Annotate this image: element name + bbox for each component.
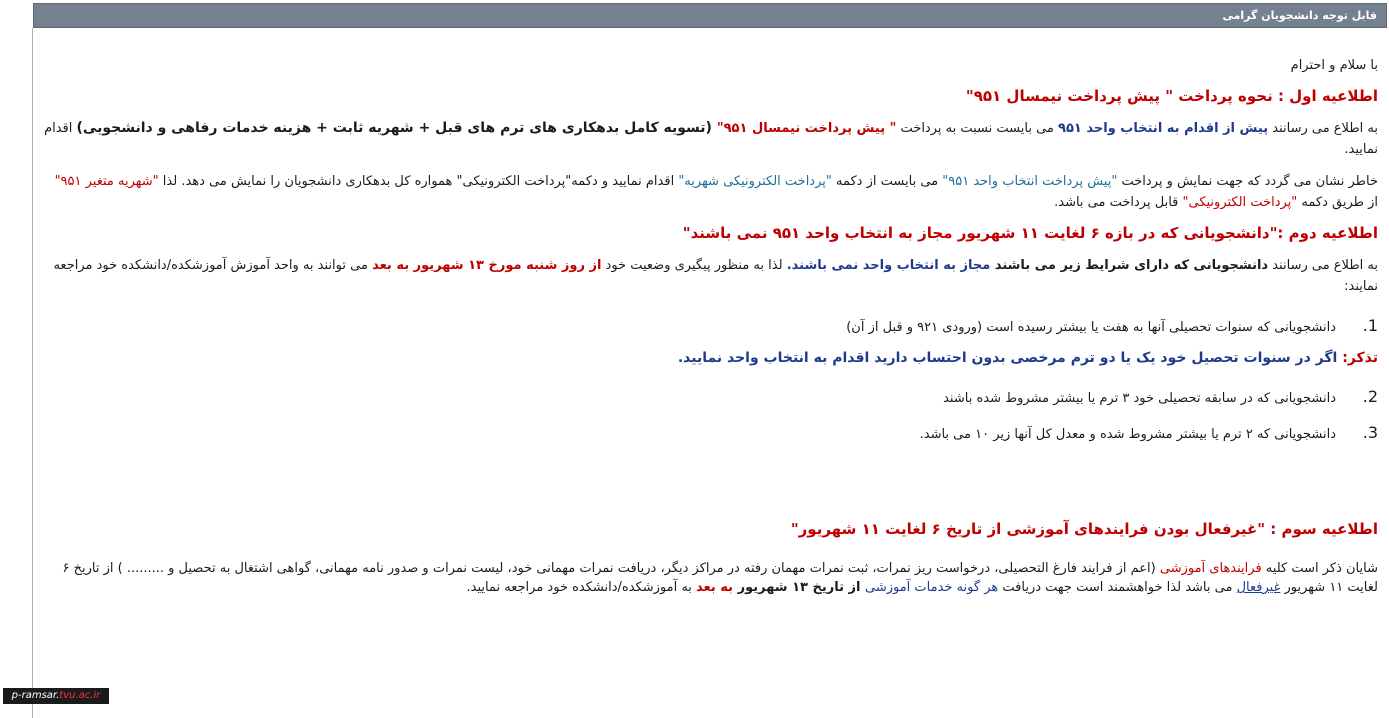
list-item-text: دانشجویانی که سنوات تحصیلی آنها به هفت یا بیشتر رسیده است (ورودی ۹۲۱ و قبل از آن) (846, 320, 1336, 335)
notice1-p2-i: قابل پرداخت می باشد. (1054, 195, 1183, 210)
notice3-p-f: هر گونه خدمات آموزشی (865, 580, 999, 595)
list-item-text: دانشجویانی که در سابقه تحصیلی خود ۳ ترم یا بیشتر مشروط شده باشند (943, 391, 1336, 406)
notice1-p2-h: "پرداخت الکترونیکی" (1182, 195, 1298, 210)
notice1-p1-a: به اطلاع می رسانند (1268, 121, 1378, 136)
notice1-heading: اطلاعیه اول : نحوه پرداخت " پیش پرداخت نیمسال ۹۵۱" (965, 87, 1378, 105)
greeting: با سلام و احترام (1290, 58, 1378, 73)
panel-header (33, 3, 1387, 28)
note-text: اگر در سنوات تحصیل خود یک یا دو ترم مرخصی بدون احتساب دارید اقدام به انتخاب واحد نمایید. (677, 350, 1343, 366)
list-item-text: دانشجویانی که ۲ ترم یا بیشتر مشروط شده و معدل کل آنها زیر ۱۰ می باشد. (919, 427, 1336, 442)
notice2-p-d: لذا به منظور پیگیری وضعیت خود (601, 258, 787, 273)
notice1-p2-e: اقدام نمایید و دکمه"پرداخت الکترونیکی" همواره کل بدهکاری دانشجویان را نمایش می دهد. لذا (158, 174, 679, 189)
list-item-number: 2. (1362, 387, 1378, 406)
notice1-p1-d: " پیش پرداخت نیمسال ۹۵۱" (716, 121, 897, 136)
notice3-paragraph (44, 559, 1378, 597)
notice1-p1-b: پیش از اقدام به انتخاب واحد ۹۵۱ (1058, 121, 1269, 136)
notice2-p-b: دانشجویانی که دارای شرایط زیر می باشند (994, 258, 1269, 273)
announcement-body (44, 55, 1378, 597)
list-item-number: 3. (1362, 423, 1378, 442)
notice1-p2-b: "پیش پرداخت انتخاب واحد ۹۵۱" (942, 174, 1118, 189)
panel-title: قابل توجه دانشجویان گرامی (1222, 9, 1377, 22)
notice1-p1-e: (تسویه کامل بدهکاری های ترم های قبل + شهریه ثابت + هزینه خدمات رفاهی و دانشجویی) (76, 120, 717, 136)
site-watermark (3, 688, 109, 704)
notice1-p2-f: "شهریه متغیر ۹۵۱" (54, 174, 159, 189)
watermark-text-a: p-ramsar. (11, 690, 60, 701)
notice2-heading: اطلاعیه دوم :"دانشجویانی که در بازه ۶ لغایت ۱۱ شهریور مجاز به انتخاب واحد ۹۵۱ نمی باشند" (682, 224, 1378, 242)
left-border (32, 28, 33, 718)
notice3-p-h: به بعد (696, 580, 734, 595)
notice3-p-b: فرایندهای آموزشی (1159, 561, 1262, 576)
notice2-p-a: به اطلاع می رسانند (1268, 258, 1378, 273)
notice3-p-c: (اعم از فرایند فارغ التحصیلی، درخواست ریز نمرات، ثبت نمرات مهمان رفته در مراکز دیگر، دریافت نمرات مهمانی خود، لیست نمرات و صدور نامه مهمانی، گواهی اشتغال به تحصیل و ......... ) از تاریخ ۶ لغایت ۱۱ شهریور (62, 561, 1378, 595)
notice1-paragraph1 (44, 118, 1378, 160)
watermark-text-b: tvu.ac.ir (59, 690, 101, 701)
notice1-p1-c: می بایست نسبت به پرداخت (896, 121, 1059, 136)
notice1-paragraph2 (44, 171, 1378, 213)
note (44, 347, 1378, 369)
notice3-p-e: می باشد لذا خواهشمند است جهت دریافت (998, 580, 1237, 595)
notice1-p2-a: خاطر نشان می گردد که جهت نمایش و پرداخت (1117, 174, 1378, 189)
notice3-p-i: به آموزشکده/دانشکده خود مراجعه نمایید. (466, 580, 697, 595)
notice2-paragraph (44, 255, 1378, 297)
notice1-p2-c: می بایست از دکمه (831, 174, 943, 189)
list-item-number: 1. (1362, 316, 1378, 335)
notice3-p-g: از تاریخ ۱۳ شهریور (733, 580, 865, 595)
notice1-p2-d: "پرداخت الکترونیکی شهریه" (678, 174, 832, 189)
list-item (44, 315, 1378, 339)
notice1-p2-g: از طریق دکمه (1297, 195, 1378, 210)
notice2-p-e: از روز شنبه مورخ ۱۳ شهریور به بعد (372, 258, 602, 273)
notice3-p-a: شایان ذکر است کلیه (1261, 561, 1378, 576)
notice3-p-d: غیرفعال (1236, 580, 1281, 595)
notice2-p-c: مجاز به انتخاب واحد نمی باشند. (786, 258, 995, 273)
notice2-p-f: می توانند به واحد آموزش آموزشکده/دانشکده خود مراجعه نمایند: (53, 258, 1378, 294)
notice1-p1-f: اقدام نمایید. (44, 121, 1378, 157)
list-item (44, 386, 1378, 410)
note-label: تذکر: (1342, 350, 1378, 366)
notice3-heading: اطلاعیه سوم : "غیرفعال بودن فرایندهای آموزشی از تاریخ ۶ لغایت ۱۱ شهریور" (790, 520, 1378, 538)
list-item (44, 422, 1378, 446)
